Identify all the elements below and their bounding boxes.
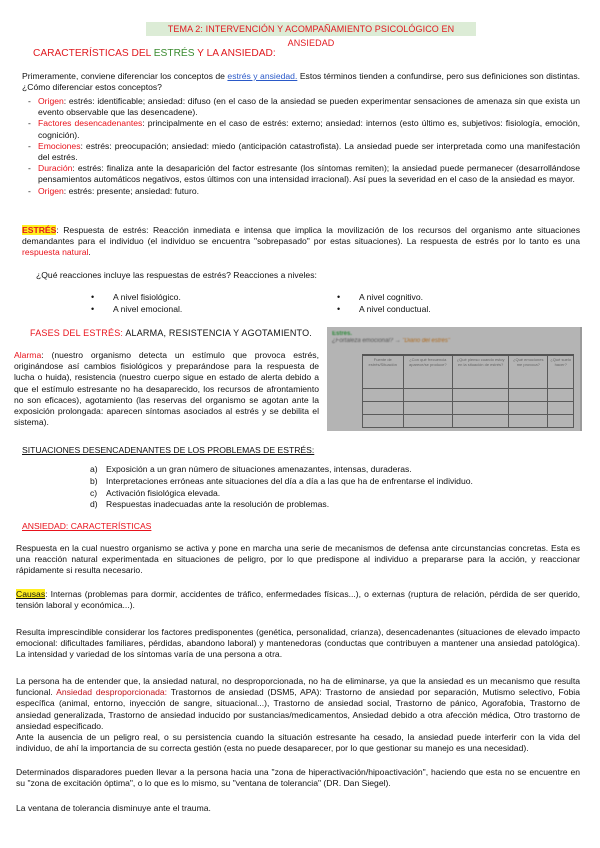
p4-text: La persona ha de entender que, la ansiedad natural, no desproporcionada, no ha de eliminarse, ya que la ansiedad es un mecanismo que resulta funcional. [16,676,580,698]
levels-list-right [337,292,431,316]
item-text: : estrés: finaliza ante la desaparición del factor estresante (los síntomas remiten); la ansiedad puede permanecer (desarrollándose pensamientos automáticos negativos, estos últimos con una intensidad irracional). Así pues la severidad en el caso de la ansiedad es mayor. [38,163,580,185]
subtitle-highlight: "Diario del estrés" [402,338,450,344]
item-text: : estrés: identificable; ansiedad: difuso (en el caso de la ansiedad se pueden experimentar sensaciones de amenaza sin que exista un evento observable que las desencadene). [38,96,580,118]
estres-highlight-label: ESTRÉS [22,225,57,235]
fases-heading [30,328,312,339]
ansiedad-paragraph-1: Respuesta en la cual nuestro organismo se activa y pone en marcha una serie de mecanismos de defensa ante circunstancias concretas. Esta es una reacción natural experimentada en situaciones de peligro, por lo que predispone al individuo a prepararse para la acción, y reaccionar rápidamente si resulta necesario. [16,543,580,576]
list-item [90,476,473,488]
heading-part: CARACTERÍSTICAS DEL [33,48,154,59]
item-marker: d) [90,499,98,510]
respuesta-natural-highlight: respuesta natural [22,247,89,258]
table-row [363,402,574,415]
item-text: : principalmente en el caso de estrés: externo; ansiedad: internos (esto último es, subjetivos: fisiología, emoción, cognición). [38,118,581,140]
item-text: Respuestas inadecuadas ante la resolución de problemas. [106,499,330,510]
subtitle-prefix: ¿Fortaleza emocional? → [332,338,403,344]
ansiedad-heading: ANSIEDAD: CARACTERÍSTICAS [22,521,152,531]
heading-part: Y LA ANSIEDAD: [194,48,276,59]
list-item [90,464,473,476]
document-title: TEMA 2: INTERVENCIÓN Y ACOMPAÑAMIENTO PSICOLÓGICO EN ANSIEDAD [146,22,476,36]
estres-end: . [88,247,91,258]
situaciones-heading: SITUACIONES DESENCADENANTES DE LOS PROBLEMAS DE ESTRÉS: [22,445,315,455]
table-header: ¿Qué pienso cuando estoy en la situación de estrés? [453,355,509,389]
fases-paragraph [14,350,319,428]
reactions-question: ¿Qué reacciones incluye las respuestas de estrés? Reacciones a niveles: [36,270,317,280]
table-row [363,389,574,402]
intro-paragraph [22,71,580,93]
list-item: • A nivel conductual. [337,304,431,316]
list-item [28,163,580,185]
table-header: ¿Con qué frecuencia aparece/se produce? [403,355,452,389]
diario-estres-image [327,327,582,431]
item-label: Origen [38,185,64,196]
ansiedad-paragraph-5: Ante la ausencia de un peligro real, o su persistencia cuando la situación estresante ha cesado, la ansiedad puede interferir con la vida del individuo, de ahí la importancia de su correcta gestión (esta no puede desaparecer, por lo que gestionar su manejo es una necesidad). [16,732,580,754]
image-subtitle [332,337,450,345]
list-item [90,488,473,500]
estres-ansiedad-link[interactable]: estrés y ansiedad. [227,71,298,81]
fases-text: : (nuestro organismo detecta un estímulo que provoca estrés, originándose así cambios fisiológicos y preparándose para la respuesta de lucha o huida), resistencia (nuestro cuerpo sigue en estado de alerta debido a que el estímulo estresante no ha desaparecido, los recursos de afrontamiento no son eficaces), agotamiento (las reservas del organismo se agotan ante la exposición prolongada: aparecen síntomas asociados al estrés y se debilita el sistema). [14,350,319,428]
list-item [90,499,473,511]
p4-text: Trastornos de ansiedad (DSM5, APA): Trastorno de ansiedad por separación, Mutismo selectivo, Fobia específica (animal, entorno, inyección de sangre, situacional...), Trastorno de ansiedad social, Trastorno de pánico, Agorafobia, Trastorno de ansiedad generalizada, Trastorno de ansiedad inducido por sustancias/medicamentos, Ansiedad debido a otra afección médica, Otro trastorno de ansiedad especificado. [16,687,580,731]
list-item [28,118,580,140]
situaciones-list [90,464,473,511]
item-text: : estrés: presente; ansiedad: futuro. [63,185,199,196]
item-text: Exposición a un gran número de situaciones amenazantes, intensas, duraderas. [106,464,412,474]
list-item [28,186,580,197]
list-item [28,96,580,118]
table-row [363,415,574,428]
list-item [28,141,580,163]
item-label: Duración [38,163,73,174]
item-marker: c) [90,487,98,498]
image-title: Estrés. [332,331,353,337]
table-header: Fuente de estrés/Situación [363,355,404,389]
item-marker: a) [90,464,98,474]
fases-heading-black: ALARMA, RESISTENCIA Y AGOTAMIENTO. [123,328,312,338]
list-item: • A nivel emocional. [91,304,182,316]
item-text: : estrés: preocupación; ansiedad: miedo (anticipación catastrofista). La ansiedad puede ser interpretada como una manifestación del estrés. [38,140,580,163]
ansiedad-paragraph-7: La ventana de tolerancia disminuye ante el trauma. [16,803,211,813]
list-item: • A nivel cognitivo. [337,292,431,304]
differences-list [28,96,580,197]
item-label: Origen [38,96,64,106]
diario-table [362,354,574,428]
item-text: Activación fisiológica elevada. [106,487,221,498]
causas-text: : Internas (problemas para dormir, accidentes de tráfico, enfermedades físicas...), o externas (ruptura de relación, pérdida de ser querido, tensión laboral y económica...). [16,589,580,611]
alarma-label: Alarma [14,350,42,360]
intro-text: Primeramente, conviene diferenciar los conceptos de [22,71,228,81]
ansiedad-desproporcionada-label: Ansiedad desproporcionada: [56,687,168,698]
causas-paragraph [16,589,580,611]
item-label: Factores desencadenantes [38,118,143,129]
item-text: Interpretaciones erróneas ante situaciones del día a día a las que ha de enfrentarse el individuo. [106,475,473,486]
list-item: • A nivel fisiológico. [91,292,182,304]
section-heading-characteristics [33,47,276,60]
estres-paragraph [22,225,580,259]
table-header: ¿Qué suelo hacer? [548,355,574,389]
ansiedad-paragraph-6: Determinados disparadores pueden llevar a la persona hacia una "zona de hiperactivación/hipoactivación", haciendo que esta no se encuentre en su "zona de excitación óptima", o lo que es lo mismo, su "ventana de tolerancia" (DR. Dan Siegel). [16,767,580,789]
item-label: Emociones [38,140,81,151]
table-header: ¿Qué emociones me provoca? [509,355,548,389]
intro-text: Estos términos tienden a confundirse, pero sus definiciones son distintas. ¿Cómo diferenciar estos conceptos? [22,71,580,93]
ansiedad-paragraph-4 [16,676,580,732]
ansiedad-paragraph-3: Resulta imprescindible considerar los factores predisponentes (genética, personalidad, crianza), desencadenantes (situaciones de elevado impacto emocional: dificultades familiares, pérdidas, abandono laboral) y mantenedoras (conductas que contribuyen a mantener una ansiedad patológica). La intensidad y variedad de los síntomas varía de una persona a otra. [16,627,580,660]
heading-estres-word: ESTRÉS [153,48,195,59]
levels-list-left [91,292,182,316]
item-marker: b) [90,475,98,486]
estres-text: : Respuesta de estrés: Reacción inmediata e intensa que implica la movilización de los recursos del organismo ante situaciones demandantes para el individuo (el individuo se encuentra "sobrepasado" por estas situaciones). La respuesta de estrés por lo tanto es una [22,225,580,247]
fases-heading-red: FASES DEL ESTRÉS: [30,328,124,338]
causas-label: Causas [16,589,46,599]
